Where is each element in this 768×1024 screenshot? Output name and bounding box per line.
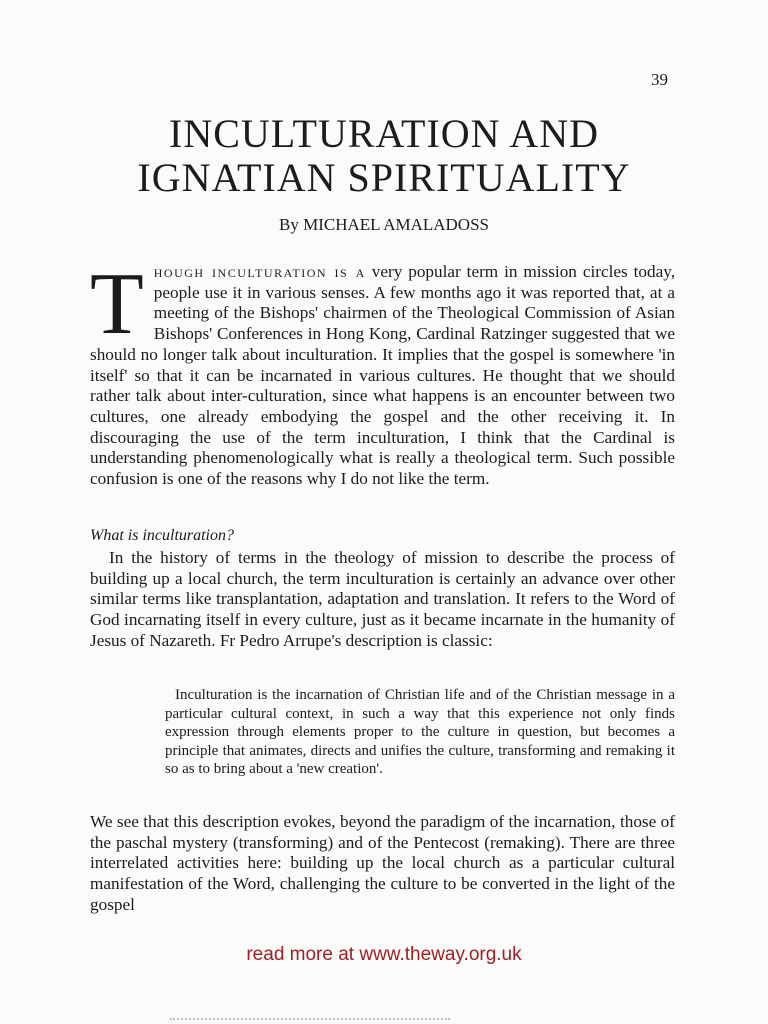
read-more-link[interactable]: read more at www.theway.org.uk xyxy=(246,944,522,965)
section-heading: What is inculturation? xyxy=(90,527,234,544)
paragraph-3: We see that this description evokes, beyond the paradigm of the incarnation, those of the paschal mystery (transforming) and of the Pentecost (remaking). There are three interrelated activities here: building up the local church as a particular cultural manifestation of the Word, challenging the culture to be converted in the light of the gospel xyxy=(90,812,675,914)
intro-text: very popular term in mission circles today, people use it in various senses. A few months ago it was reported that, at a meeting of the Bishops' chairmen of the Theological Commission of Asian Bishops' Conferences in Hong Kong, Cardinal Ratzinger suggested that we should no longer talk about inculturation. It implies that the gospel is somewhere 'in itself' so that it can be incarnated in various cultures. He thought that we should rather talk about inter-culturation, since what happens is an encounter between two cultures, one already embodying the gospel and the other receiving it. In discouraging the use of the term inculturation, I think that the Cardinal is understanding phenomenologically what is really a theological term. Such possible confusion is one of the reasons why I do not like the term. xyxy=(90,262,675,489)
intro-paragraph xyxy=(90,256,675,490)
page-number: 39 xyxy=(651,70,668,89)
paragraph-2: In the history of terms in the theology of mission to describe the process of building up a local church, the term inculturation is certainly an advance over other similar terms like transplantation, adaptation and translation. It refers to the Word of God incarnating itself in every culture, just as it became incarnate in the humanity of Jesus of Nazareth. Fr Pedro Arrupe's description is classic: xyxy=(90,548,675,650)
small-caps-lead: hough inculturation is a xyxy=(153,262,366,281)
article-title xyxy=(80,112,688,200)
scan-artifact-divider xyxy=(170,1018,450,1023)
author-byline: By MICHAEL AMALADOSS xyxy=(278,215,489,234)
block-quote: Inculturation is the incarnation of Christian life and of the Christian message in a particular cultural context, in such a way that this experience not only finds expression through elements proper to the culture in question, but becomes a principle that animates, directs and unifies the culture, transforming and remaking it so as to bring about a 'new creation'. xyxy=(165,687,675,777)
drop-cap: T xyxy=(90,256,144,353)
title-line-2: IGNATIAN SPIRITUALITY xyxy=(137,155,631,200)
title-line-1: INCULTURATION AND xyxy=(169,111,599,156)
